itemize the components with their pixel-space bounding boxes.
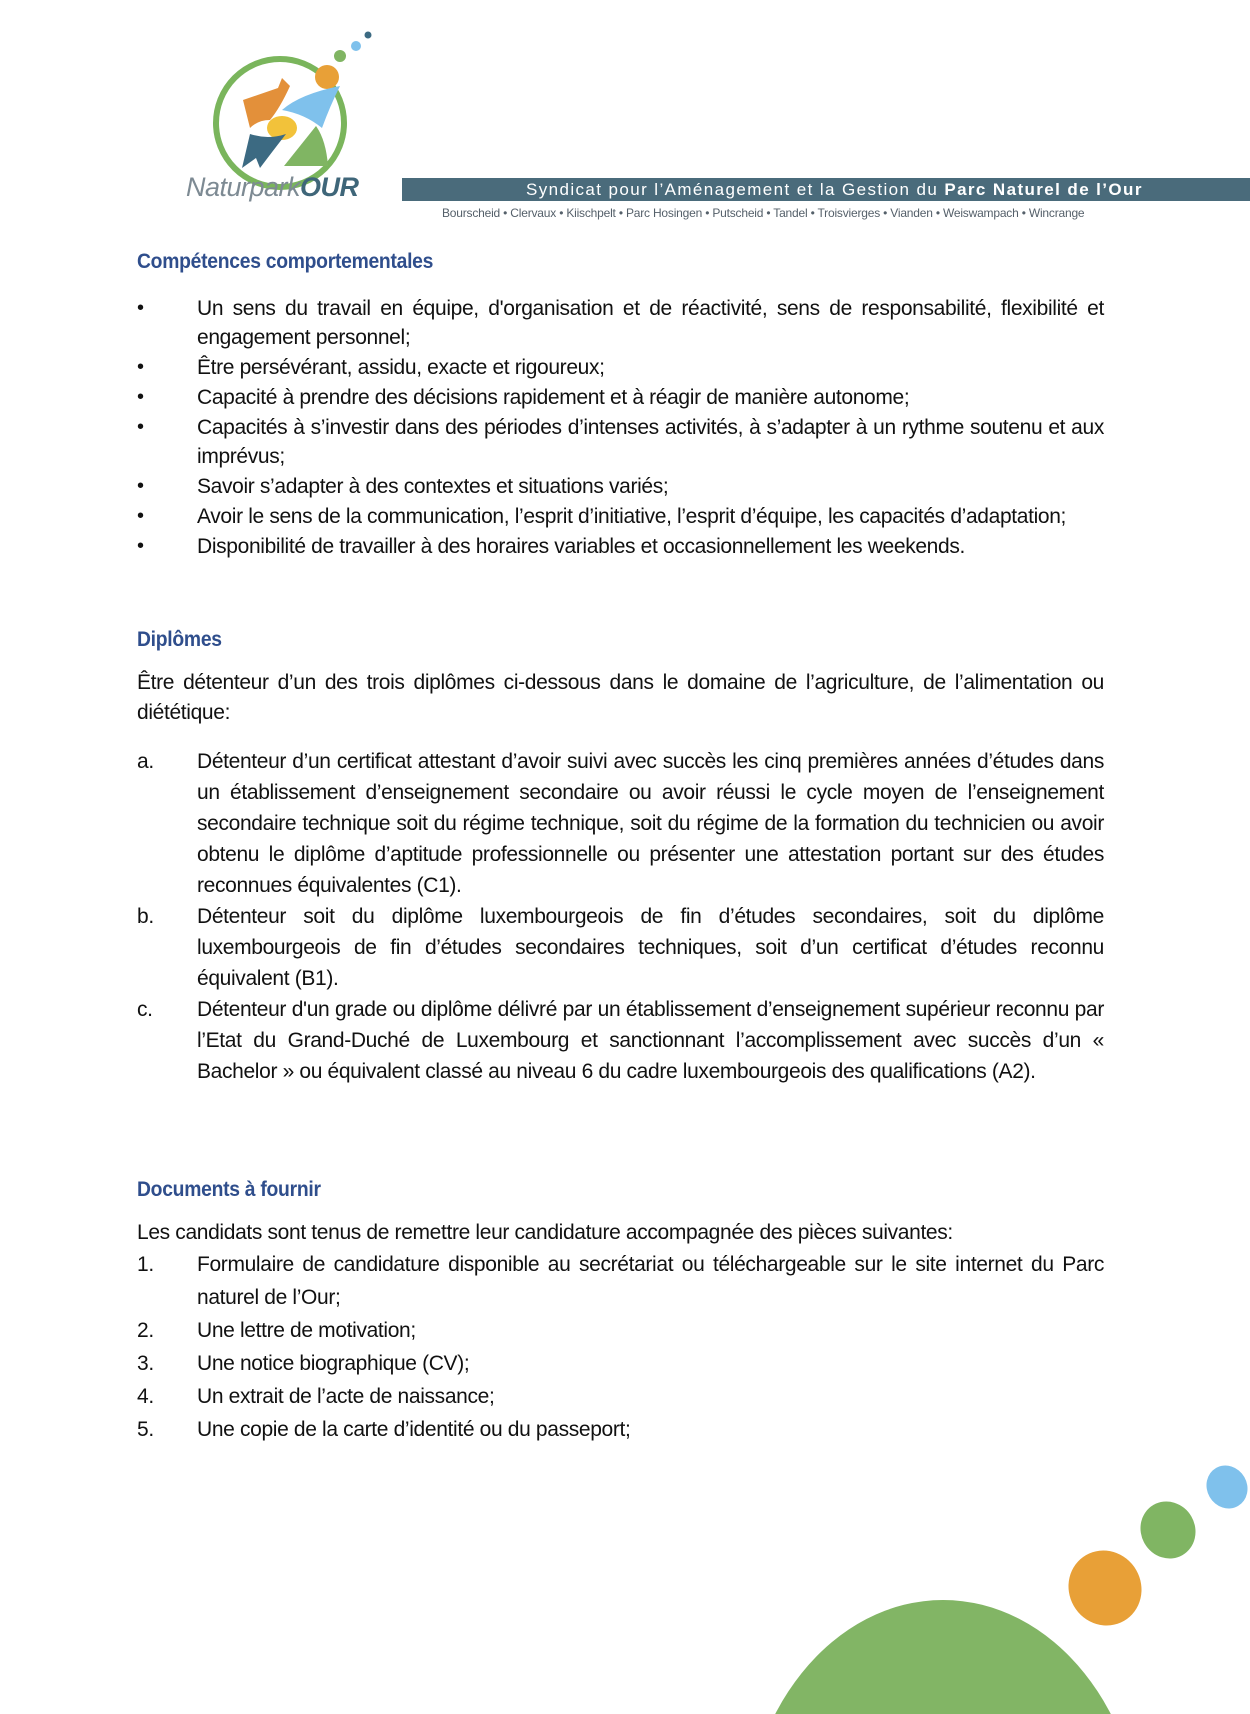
bullet-marker: • (137, 475, 144, 497)
list-item (137, 502, 1104, 531)
list-marker: 5. (137, 1418, 154, 1441)
green-dot (1130, 1491, 1206, 1568)
list-marker: 4. (137, 1385, 154, 1408)
competences-list (137, 294, 1104, 562)
list-item (137, 1380, 1104, 1413)
list-item (137, 994, 1104, 1087)
list-item (137, 1314, 1104, 1347)
list-marker: 2. (137, 1319, 154, 1342)
bullet-marker: • (137, 386, 144, 408)
list-marker: 1. (137, 1253, 154, 1276)
band-text-regular: Syndicat pour l’Aménagement et la Gestion du (526, 180, 945, 199)
list-marker: c. (137, 998, 153, 1021)
list-item (137, 532, 1104, 561)
section-title-documents: Documents à fournir (137, 1178, 321, 1201)
list-item-text: Avoir le sens de la communication, l’esprit d’initiative, l’esprit d’équipe, les capacités d’adaptation; (197, 505, 1067, 528)
bullet-marker: • (137, 297, 144, 319)
section-title-competences: Compétences comportementales (137, 250, 434, 273)
list-item (137, 413, 1104, 471)
list-item (137, 294, 1104, 352)
documents-list (137, 1248, 1104, 1446)
list-item-text: Disponibilité de travailler à des horaires variables et occasionnellement les weekends. (197, 535, 965, 558)
list-item-text: Être persévérant, assidu, exacte et rigoureux; (197, 356, 605, 379)
list-item-text: Un sens du travail en équipe, d'organisation et de réactivité, sens de responsabilité, flexibilité et engagement personnel; (197, 297, 1104, 349)
list-item-text: Un extrait de l’acte de naissance; (197, 1385, 495, 1408)
list-item-text: Formulaire de candidature disponible au secrétariat ou téléchargeable sur le site internet du Parc naturel de l’Our; (197, 1253, 1104, 1309)
section-title-diplomes: Diplômes (137, 628, 222, 651)
list-item-text: Une notice biographique (CV); (197, 1352, 470, 1375)
list-item (137, 746, 1104, 901)
bullet-marker: • (137, 416, 144, 438)
bullet-marker: • (137, 535, 144, 557)
diplomes-list (137, 746, 1104, 1087)
list-item-text: Savoir s’adapter à des contextes et situations variés; (197, 475, 669, 498)
communes-line: Bourscheid • Clervaux • Kiischpelt • Parc Hosingen • Putscheid • Tandel • Troisvierges • Vianden • Weiswampach • Wincrange (442, 206, 1085, 220)
band-text-bold: Parc Naturel de l’Our (944, 180, 1143, 199)
list-item-text: Détenteur soit du diplôme luxembourgeois de fin d’études secondaires, soit du diplôme luxembourgeois de fin d’études secondaires techniques, soit d’un certificat d’études reconnu équivalent (B1). (197, 905, 1104, 990)
light-blue-dot (1199, 1458, 1250, 1516)
list-item-text: Capacité à prendre des décisions rapidement et à réagir de manière autonome; (197, 386, 910, 409)
list-item (137, 901, 1104, 994)
diplomes-intro: Être détenteur d’un des trois diplômes ci-dessous dans le domaine de l’agriculture, de l’alimentation ou diététique: (137, 671, 1104, 724)
list-marker: b. (137, 905, 154, 928)
list-marker: 3. (137, 1352, 154, 1375)
list-item (137, 1413, 1104, 1446)
list-item (137, 1248, 1104, 1314)
bullet-marker: • (137, 505, 144, 527)
large-green-circle (743, 1600, 1143, 1714)
bullet-marker: • (137, 356, 144, 378)
documents-intro: Les candidats sont tenus de remettre leur candidature accompagnée des pièces suivantes: (137, 1221, 953, 1244)
brand-wordmark: NaturparkOUR (186, 172, 359, 202)
list-marker: a. (137, 750, 154, 773)
list-item-text: Une lettre de motivation; (197, 1319, 416, 1342)
header-band (402, 178, 1250, 201)
list-item (137, 383, 1104, 412)
list-item (137, 1347, 1104, 1380)
orange-dot (1055, 1537, 1155, 1639)
list-item (137, 472, 1104, 501)
list-item-text: Une copie de la carte d’identité ou du passeport; (197, 1418, 631, 1441)
list-item (137, 353, 1104, 382)
list-item-text: Détenteur d'un grade ou diplôme délivré par un établissement d’enseignement supérieur reconnu par l’Etat du Grand-Duché de Luxembourg et sanctionnant l’accomplissement avec succès d’un « Bachelor » ou équivalent classé au niveau 6 du cadre luxembourgeois des qualifications (A2). (197, 998, 1104, 1083)
list-item-text: Capacités à s’investir dans des périodes d’intenses activités, à s’adapter à un rythme soutenu et aux imprévus; (197, 416, 1104, 468)
list-item-text: Détenteur d’un certificat attestant d’avoir suivi avec succès les cinq premières années d’études dans un établissement d’enseignement secondaire ou avoir réussi le cycle moyen de l’enseignement secondaire technique soit du régime technique, soit du régime de la formation du technicien ou avoir obtenu le diplôme d’aptitude professionnelle ou présenter une attestation portant sur des études reconnues équivalentes (C1). (197, 750, 1104, 897)
